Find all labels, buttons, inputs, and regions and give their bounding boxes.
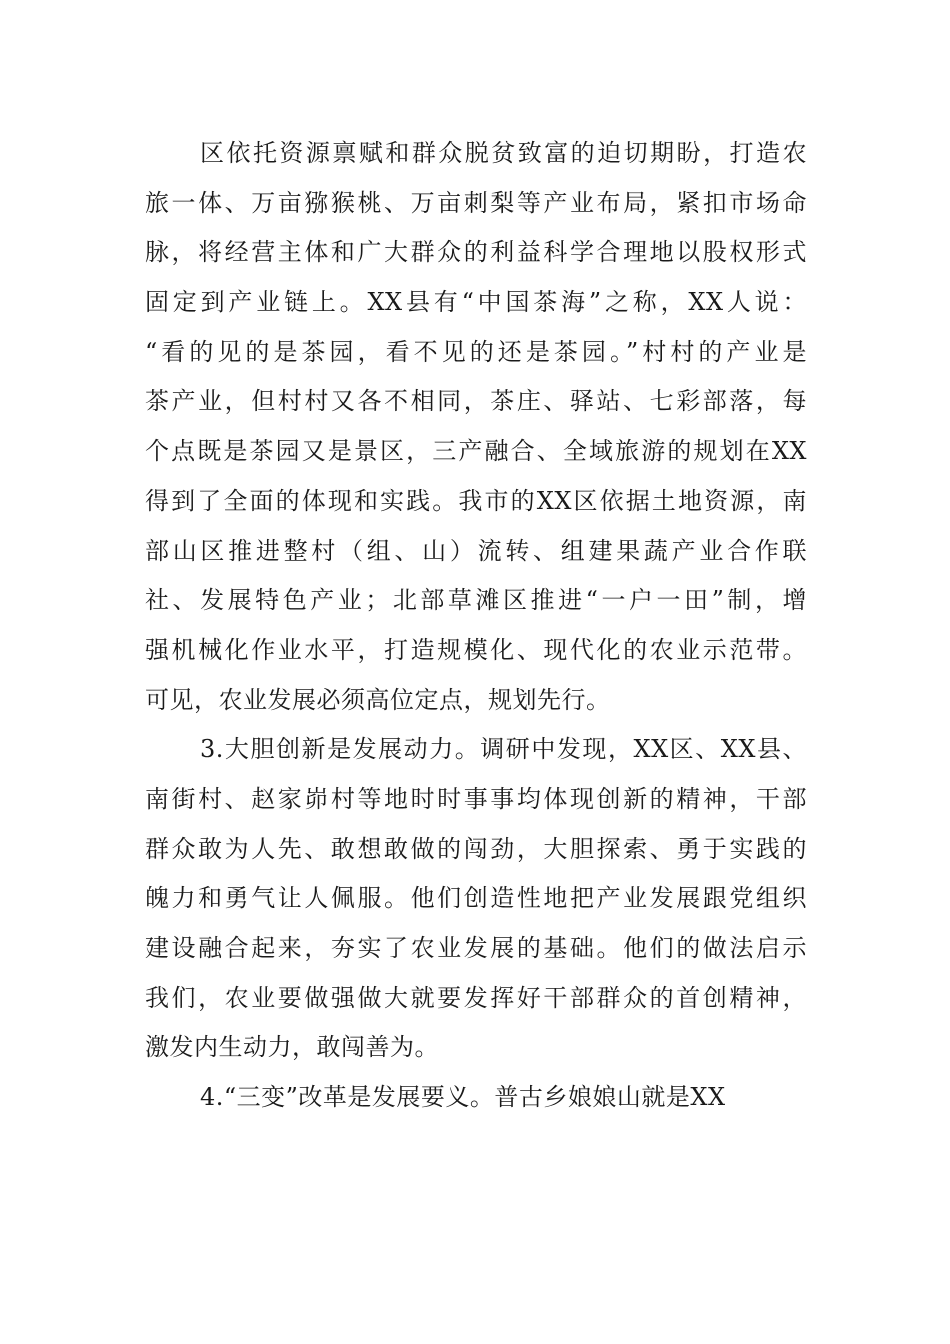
text-line: 激发内生动力，敢闯善为。 bbox=[145, 1033, 439, 1062]
text-line: 旅一体、万亩猕猴桃、万亩刺梨等产业布局，紧扣市场命 bbox=[145, 188, 807, 217]
text-line: 区依托资源禀赋和群众脱贫致富的迫切期盼，打造农 bbox=[200, 139, 807, 167]
text-line: 群众敢为人先、敢想敢做的闯劲，大胆探索、勇于实践的 bbox=[145, 834, 807, 863]
text-line: 建设融合起来，夯实了农业发展的基础。他们的做法启示 bbox=[145, 934, 807, 962]
text-line: 4.“三变”改革是发展要义。普古乡娘娘山就是XX bbox=[200, 1083, 726, 1112]
text-line: 南街村、赵家峁村等地时时事事均体现创新的精神，干部 bbox=[145, 784, 807, 813]
text-line: 魄力和勇气让人佩服。他们创造性地把产业发展跟党组织 bbox=[145, 884, 807, 913]
paragraph bbox=[145, 725, 807, 1073]
document-body bbox=[145, 129, 807, 1123]
text-line: 强机械化作业水平，打造规模化、现代化的农业示范带。 bbox=[145, 635, 807, 664]
paragraph bbox=[145, 1073, 807, 1123]
text-line: 固定到产业链上。XX县有“中国茶海”之称，XX人说： bbox=[145, 288, 807, 317]
text-line: 脉，将经营主体和广大群众的利益科学合理地以股权形式 bbox=[145, 238, 807, 267]
paragraph bbox=[145, 129, 807, 725]
text-line: 部山区推进整村（组、山）流转、组建果蔬产业合作联 bbox=[145, 536, 807, 565]
text-line: 3.大胆创新是发展动力。调研中发现，XX区、XX县、 bbox=[200, 735, 807, 764]
text-line: 社、发展特色产业；北部草滩区推进“一户一田”制，增 bbox=[145, 586, 807, 615]
text-line: 得到了全面的体现和实践。我市的XX区依据土地资源，南 bbox=[145, 486, 807, 515]
text-line: 茶产业，但村村又各不相同，茶庄、驿站、七彩部落，每 bbox=[145, 387, 807, 416]
text-line: 可见，农业发展必须高位定点，规划先行。 bbox=[145, 685, 611, 714]
text-line: “看的见的是茶园，看不见的还是茶园。”村村的产业是 bbox=[145, 337, 807, 366]
text-line: 我们，农业要做强做大就要发挥好干部群众的首创精神， bbox=[145, 983, 807, 1012]
text-line: 个点既是茶园又是景区，三产融合、全域旅游的规划在XX bbox=[145, 437, 807, 466]
